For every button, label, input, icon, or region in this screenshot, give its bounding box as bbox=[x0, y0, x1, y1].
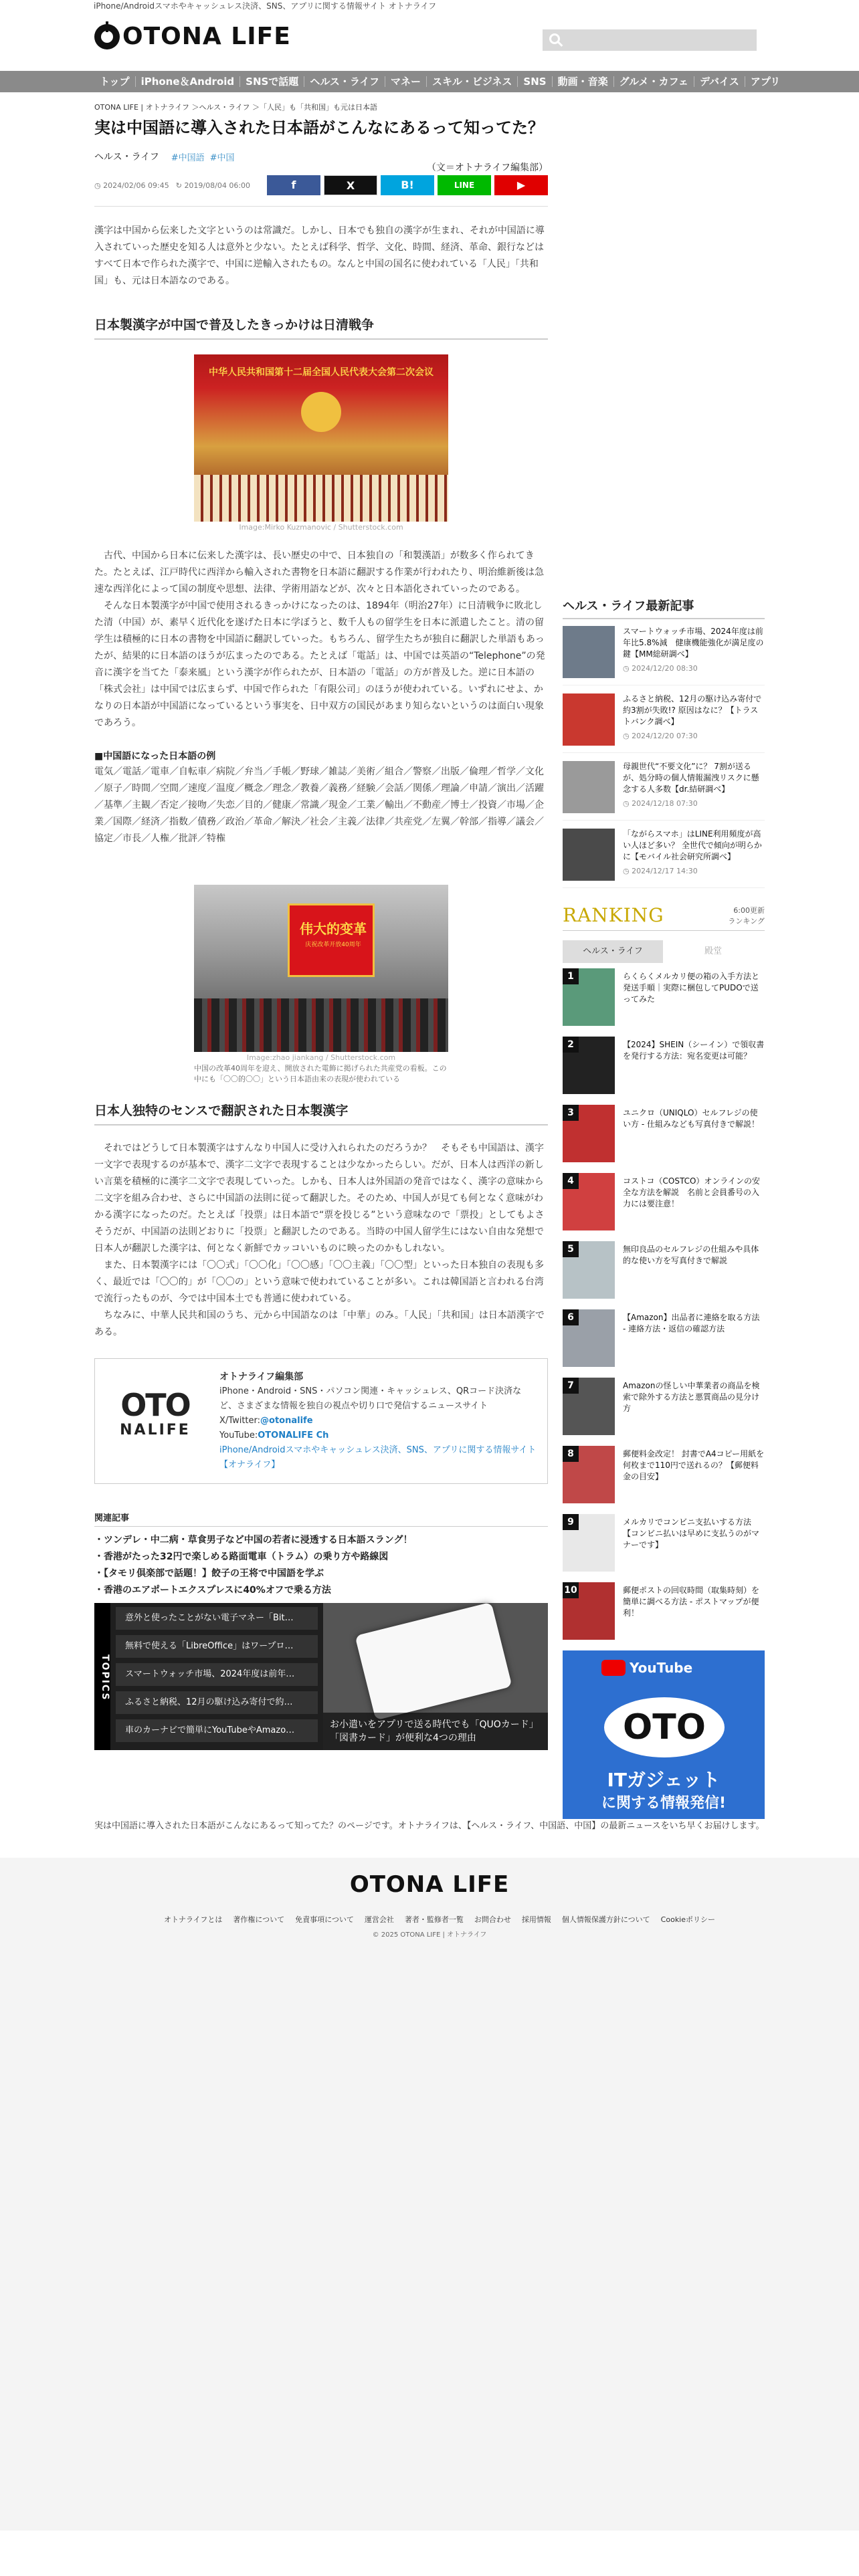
ranking-title-text: 【2024】SHEIN（シーイン）で領収書を発行する方法：宛名変更は可能？ bbox=[623, 1040, 765, 1061]
ranking-title: RANKING bbox=[563, 904, 664, 926]
ranking-title-text: 郵便ポストの回収時間（取集時刻）を簡単に調べる方法 - ポストマップが便利！ bbox=[623, 1586, 760, 1618]
ranking-item[interactable] bbox=[563, 1173, 765, 1230]
rank-number: 10 bbox=[563, 1582, 579, 1598]
ranking-thumbnail bbox=[563, 1037, 615, 1094]
topic-item[interactable]: ふるさと納税、12月の駆け込み寄付で約… bbox=[116, 1691, 318, 1714]
nav-item-sns[interactable]: SNS bbox=[518, 76, 552, 87]
latest-article-date-value: 2024/12/18 07:30 bbox=[632, 799, 698, 808]
logo-text: OTONA LIFE bbox=[122, 23, 291, 50]
share-facebook-button[interactable]: f bbox=[267, 175, 320, 195]
related-title: 関連記事 bbox=[94, 1511, 548, 1527]
published-date: ◷ 2024/02/06 09:45 bbox=[94, 181, 169, 190]
main-nav bbox=[0, 71, 859, 92]
footer-link-about[interactable]: オトナライフとは bbox=[163, 1915, 223, 1924]
section-heading-1: 日本製漢字が中国で普及したきっかけは日清戦争 bbox=[94, 315, 548, 340]
ranking-thumbnail bbox=[563, 1378, 615, 1435]
figure-street bbox=[194, 885, 448, 1085]
sign-subtext: 庆祝改革开放40周年 bbox=[305, 942, 361, 948]
congress-photo bbox=[194, 354, 448, 522]
updated-date: ↻ 2019/08/04 06:00 bbox=[175, 181, 251, 190]
quo-card-image bbox=[355, 1602, 512, 1721]
latest-article-title: スマートウォッチ市場、2024年度は前年比5.8%減 健康機能強化が満足度の鍵【MM総研調べ】 bbox=[623, 627, 764, 659]
youtube-banner[interactable] bbox=[563, 1650, 765, 1819]
tab-health-life[interactable]: ヘルス・ライフ bbox=[563, 940, 663, 963]
footer-links bbox=[0, 1914, 859, 1925]
banner-heading: ITガジェット bbox=[607, 1769, 721, 1791]
section-heading-2: 日本人独特のセンスで翻訳された日本製漢字 bbox=[94, 1101, 548, 1125]
topic-item[interactable]: 意外と使ったことがない電子マネー「Bit… bbox=[116, 1607, 318, 1630]
figure-congress bbox=[194, 354, 448, 532]
topics-feature-caption: お小遣いをアプリで送る時代でも「QUOカード」「図書カード」が便利な4つの理由 bbox=[323, 1713, 548, 1750]
share-youtube-button[interactable]: ▶ bbox=[494, 175, 548, 195]
tab-hall-of-fame[interactable]: 殿堂 bbox=[663, 940, 763, 963]
share-hatena-button[interactable]: B! bbox=[381, 175, 434, 195]
ranking-title-text: Amazonの怪しい中華業者の商品を検索で除外する方法と悪質商品の見分け方 bbox=[623, 1381, 760, 1413]
author-description: iPhone・Android・SNS・パソコン関連・キャッシュレス、QRコード決済など、さまざまな情報を独自の視点や切り口で発信するニュースサイト bbox=[219, 1386, 522, 1411]
footer bbox=[0, 1858, 859, 2531]
nav-item-video-music[interactable]: 動画・音楽 bbox=[553, 76, 614, 87]
author-avatar bbox=[106, 1370, 205, 1457]
ranking-thumbnail bbox=[563, 968, 615, 1026]
latest-article-title: 母親世代“不要文化”に？ 7割が送るが、処分時の個人情報漏洩リスクに懸念する人多数【dr.結研調べ】 bbox=[623, 762, 759, 794]
latest-article-date: ◷ 2024/12/18 07:30 bbox=[623, 799, 698, 808]
rank-number: 6 bbox=[563, 1309, 579, 1325]
article-thumbnail bbox=[563, 761, 615, 813]
nav-item-app[interactable]: アプリ bbox=[750, 76, 781, 88]
image-credit: Image:zhao jiankang / Shutterstock.com bbox=[246, 1053, 396, 1062]
youtube-icon bbox=[601, 1660, 626, 1676]
copyright: © 2025 OTONA LIFE | オトナライフ bbox=[372, 1931, 487, 1939]
rank-number: 3 bbox=[563, 1105, 579, 1121]
nav-item-gourmet-cafe[interactable]: グルメ・カフェ bbox=[614, 76, 694, 87]
tag-china[interactable]: #中国 bbox=[209, 152, 235, 163]
author-name: オトナライフ編集部 bbox=[219, 1372, 304, 1382]
ranking-title-text: 無印良品のセルフレジの仕組みや具体的な使い方を写真付きで解説 bbox=[623, 1245, 759, 1265]
ranking-title-text: らくらくメルカリ便の箱の入手方法と発送手順｜実際に梱包してPUDOで送ってみた bbox=[623, 972, 760, 1004]
paragraph-text: 古代、中国から日本に伝来した漢字は、長い歴史の中で、日本独自の「和製漢語」が数多く作られてきた。たとえば、江戸時代に西洋から輸入された書物を日本語に翻訳する作業が行われたり、明治維新後は急速な西洋化によって国の制度や思想、法律、学術用語などが、次々と日本語化されていったのである。 bbox=[94, 550, 544, 595]
logo-mark bbox=[94, 24, 120, 49]
nav-item-iphone-android[interactable]: iPhone＆Android bbox=[136, 76, 241, 87]
search-input[interactable] bbox=[543, 29, 757, 51]
ranking-title-text: コストコ（COSTCO）オンラインの安全な方法を解説 名前と会員番号の入力には要注意！ bbox=[623, 1176, 761, 1208]
ranking-title-text: メルカリでコンビニ支払いする方法【コンビニ払いは早めに支払うのがマナーです】 bbox=[623, 1517, 760, 1549]
rank-number: 1 bbox=[563, 968, 579, 984]
article-thumbnail bbox=[563, 626, 615, 678]
paragraph bbox=[94, 548, 548, 732]
related-item[interactable]: ・ 香港のエアポートエクスプレスに40%オフで乗る方法 bbox=[94, 1582, 548, 1599]
footer-logo[interactable]: OTONA LIFE bbox=[349, 1871, 510, 1898]
share-buttons bbox=[267, 175, 548, 195]
word-list-title: ■中国語になった日本語の例 bbox=[94, 751, 216, 762]
footer-link-cookie[interactable]: Cookieポリシー bbox=[660, 1915, 716, 1924]
banner-logo-text: OTO bbox=[604, 1697, 725, 1757]
rank-number: 7 bbox=[563, 1378, 579, 1394]
footer-link-contact[interactable]: お問合わせ bbox=[474, 1915, 511, 1924]
page-title: 実は中国語に導入された日本語がこんなにあるって知ってた？ bbox=[94, 118, 544, 137]
article bbox=[94, 102, 548, 1819]
ranking-item[interactable] bbox=[563, 1105, 765, 1162]
latest-article-date-value: 2024/12/20 07:30 bbox=[632, 732, 698, 740]
latest-article-item[interactable] bbox=[563, 829, 765, 888]
byline: （文＝オトナライフ編集部） bbox=[426, 163, 548, 173]
ranking-item[interactable] bbox=[563, 1037, 765, 1094]
latest-article-date: ◷ 2024/12/20 08:30 bbox=[623, 664, 698, 673]
image-credit: Image:Mirko Kuzmanovic / Shutterstock.com bbox=[239, 523, 403, 532]
divider bbox=[94, 206, 548, 207]
footer-link-disclaimer[interactable]: 免責事項について bbox=[295, 1915, 354, 1924]
youtube-banner-brand: YouTube bbox=[630, 1660, 693, 1676]
ranking-thumbnail bbox=[563, 1514, 615, 1572]
latest-article-date: ◷ 2024/12/17 14:30 bbox=[623, 867, 698, 875]
latest-article-item[interactable] bbox=[563, 626, 765, 685]
youtube-label: YouTube: bbox=[219, 1430, 258, 1440]
related-item[interactable]: ・ 【タモリ倶楽部で話題！】餃子の王将で中国語を学ぶ bbox=[94, 1566, 548, 1582]
latest-article-date: ◷ 2024/12/20 07:30 bbox=[623, 732, 698, 740]
ranking-thumbnail bbox=[563, 1309, 615, 1367]
ranking-item[interactable] bbox=[563, 1241, 765, 1299]
paragraph-text: また、日本製漢字には「〇〇式」「〇〇化」「〇〇感」「〇〇主義」「〇〇型」といった日本独自の表現も多く、最近では「〇〇的」が「〇〇の」という意味で使われていることが多い。これは韓国語と言われる台湾で流行ったものが、今では中国本土でも普通に使われている。 bbox=[94, 1260, 544, 1304]
congress-banner-text: 中华人民共和国第十二届全国人民代表大会第二次会议 bbox=[209, 367, 434, 378]
author-twitter-link[interactable]: @otonalife bbox=[260, 1416, 313, 1426]
author-site-link[interactable]: iPhone/Androidスマホやキャッシュレス決済、SNS、アプリに関する情報サイト【オナライフ】 bbox=[219, 1445, 537, 1470]
ranking-label: ランキング bbox=[728, 917, 765, 926]
topics-label: TOPICS bbox=[94, 1603, 110, 1750]
latest-article-item[interactable] bbox=[563, 761, 765, 821]
ranking-item[interactable] bbox=[563, 1582, 765, 1640]
closing-text: 実は中国語に導入された日本語がこんなにあるって知ってた？のページです。オトナライフは、【ヘルス・ライフ、中国語、中国】の最新ニュースをいち早くお届けします。 bbox=[94, 1821, 765, 1831]
author-box bbox=[94, 1358, 548, 1484]
rank-number: 5 bbox=[563, 1241, 579, 1257]
published-date-value: 2024/02/06 09:45 bbox=[103, 181, 169, 190]
breadcrumb[interactable]: OTONA LIFE | オトナライフ ＞ヘルス・ライフ ＞「人民」も「共和国」も元は日本語 bbox=[94, 103, 377, 112]
ranking-item[interactable] bbox=[563, 1378, 765, 1435]
footer-link-privacy[interactable]: 個人情報保護方針について bbox=[561, 1915, 650, 1924]
rank-number: 8 bbox=[563, 1446, 579, 1462]
paragraph bbox=[94, 1140, 548, 1341]
ranking-thumbnail bbox=[563, 1173, 615, 1230]
ranking-item[interactable] bbox=[563, 1446, 765, 1503]
rank-number: 2 bbox=[563, 1037, 579, 1053]
nav-item-sns-topics[interactable]: SNSで話題 bbox=[240, 76, 304, 87]
ranking-title-text: ユニクロ（UNIQLO）セルフレジの使い方 - 仕組みなども写真付きで解説！ bbox=[623, 1108, 759, 1129]
latest-article-title: 「ながらスマホ」はLINE利用頻度が高い人ほど多い？ 全世代で傾向が明らかに【モバイル社会研究所調べ】 bbox=[623, 829, 762, 861]
topics-box bbox=[94, 1603, 548, 1750]
share-x-button[interactable]: X bbox=[324, 175, 377, 195]
paragraph-text: そんな日本製漢字が中国で使用されるきっかけになったのは、1894年（明治27年）に日清戦争に敗北した清（中国）が、素早く近代化を遂げた日本に学ぼうと、数千人もの留学生を日本に派遣したこと。清の留学生は積極的に日本の書物を中国語に翻訳していった。もちろん、留学生たちが独自に翻訳した単語もあったが、結果的に日本語のほうが広まったのである。たとえば「電話」は、中国では英語の“Telephone”の発音に漢字を当てた「泰来風」という漢字が作られたが、日本語の「電話」の方が普及した。逆に日本語の「株式会社」は中国では広まらず、中国で作られた「有限公司」のほうが使われている。いずれにせよ、かなりの日本語が中国語になっているという事実を、日中双方の国民があまり知らないというのは面白い現象であろう。 bbox=[94, 601, 545, 728]
related-item[interactable]: ・ ツンデレ・中二病・草食男子など中国の若者に浸透する日本語スラング！ bbox=[94, 1532, 548, 1549]
ranking-thumbnail bbox=[563, 1241, 615, 1299]
article-lead: 漢字は中国から伝来した文字というのは常識だ。しかし、日本でも独自の漢字が生まれ、それが中国語に導入されていった歴史を知る人は意外と少ない。たとえば科学、哲学、文化、時間、経済、革命、銀行などはすべて日本で作られた漢字で、中国に逆輸入されたもの。なんと中国の国名に使われている「人民」「共和国」も、元は日本語なのである。 bbox=[94, 225, 545, 286]
latest-article-title: ふるさと納税、12月の駆け込み寄付で約3割が失敗!? 原因はなに？【トラストバンク調べ】 bbox=[623, 694, 762, 726]
ranking-thumbnail bbox=[563, 1446, 615, 1503]
author-logo-text: OTO bbox=[120, 1386, 190, 1423]
ranking-item[interactable] bbox=[563, 968, 765, 1026]
latest-article-item[interactable] bbox=[563, 693, 765, 753]
ranking-updated: 6:00更新 bbox=[733, 906, 765, 915]
footer-link-authors[interactable]: 著者・監修者一覧 bbox=[404, 1915, 464, 1924]
sign-text: 伟大的变革 bbox=[300, 921, 367, 937]
ranking-title-text: 【Amazon】出品者に連絡を取る方法 - 連絡方法・返信の確認方法 bbox=[623, 1313, 760, 1333]
nav-item-money[interactable]: マネー bbox=[385, 76, 427, 87]
tag-chinese-language[interactable]: #中国語 bbox=[171, 152, 205, 163]
paragraph-text: それではどうして日本製漢字はすんなり中国人に受け入れられたのだろうか？ そもそも中国語は、漢字一文字で表現するのが基本で、漢字二文字で表現することは少なかったらしい。だが、日本人は西洋の新しい言葉を積極的に漢字二文字で表現していった。しかも、日本人は外国語の発音ではなく、漢字の意味から二文字を組み合わせ、さらに中国語の法則に従って翻訳した。そのため、中国人が見ても何となく意味がわかる漢字になったのだ。たとえば「投票」は日本語で“票を投じる”という意味なので「票投」としてもよさそうだが、中国語の法則どおりに「投票」と翻訳したのである。当時の中国人留学生にはない自由な発想で日本人が翻訳した漢字は、何となく新鮮でカッコいいものに映ったのかもしれない。 bbox=[94, 1143, 545, 1254]
rank-number: 4 bbox=[563, 1173, 579, 1189]
author-logo-subtext: NALIFE bbox=[120, 1421, 191, 1438]
figure-caption: 中国の改革40周年を迎え、開放された電飾に掲げられた共産党の看板。この中にも「〇〇的〇〇」という日本語由来の表現が使われている bbox=[194, 1064, 447, 1083]
word-list: 電気／電話／電車／自転車／病院／弁当／手帳／野球／雑誌／美術／組合／警察／出版／倫理／哲学／文化／原子／時間／空間／速度／温度／概念／理念／教養／義務／経験／会話／関係／理論／申請／演出／活躍／基準／主観／否定／接吻／失恋／目的／健康／常識／現金／工業／輸出／不動産／博士／投資／市場／企業／国際／経済／指数／債務／政治／革命／解決／社会／主義／法律／共産党／左翼／幹部／指導／議会／協定／市長／人権／批評／特権 bbox=[94, 766, 544, 844]
share-line-button[interactable]: LINE bbox=[438, 175, 491, 195]
topic-item[interactable]: 車のカーナビで簡単にYouTubeやAmazo… bbox=[116, 1719, 318, 1742]
footer-link-copyright[interactable]: 著作権について bbox=[233, 1915, 285, 1924]
footer-link-company[interactable]: 運営会社 bbox=[364, 1915, 394, 1924]
article-thumbnail bbox=[563, 693, 615, 746]
ranking-item[interactable] bbox=[563, 1309, 765, 1367]
ranking-thumbnail bbox=[563, 1582, 615, 1640]
nav-item-health-life[interactable]: ヘルス・ライフ bbox=[304, 76, 385, 87]
site-header bbox=[94, 12, 765, 71]
latest-title: ヘルス・ライフ最新記事 bbox=[563, 597, 765, 619]
twitter-label: X/Twitter: bbox=[219, 1416, 261, 1426]
topics-feature[interactable] bbox=[323, 1603, 548, 1750]
site-logo[interactable] bbox=[94, 23, 291, 50]
search-icon[interactable] bbox=[549, 33, 560, 44]
ranking-title-text: 郵便料金改定！ 封書でA4コピー用紙を何枚まで110円で送れるの？【郵便料金の目安】 bbox=[623, 1449, 765, 1481]
nav-item-top[interactable]: トップ bbox=[94, 76, 136, 87]
nav-item-skill-business[interactable]: スキル・ビジネス bbox=[427, 76, 518, 87]
ranking-thumbnail bbox=[563, 1105, 615, 1162]
updated-date-value: 2019/08/04 06:00 bbox=[184, 181, 251, 190]
site-tagline: iPhone/Androidスマホやキャッシュレス決済、SNS、アプリに関する情報サイト オトナライフ bbox=[94, 1, 437, 11]
banner-subheading: に関する情報発信! bbox=[601, 1795, 727, 1812]
latest-article-date-value: 2024/12/17 14:30 bbox=[632, 867, 698, 875]
category-label[interactable]: ヘルス・ライフ bbox=[94, 152, 159, 163]
nav-item-device[interactable]: デバイス bbox=[694, 76, 745, 87]
footer-link-recruit[interactable]: 採用情報 bbox=[521, 1915, 551, 1924]
article-thumbnail bbox=[563, 829, 615, 881]
latest-article-date-value: 2024/12/20 08:30 bbox=[632, 664, 698, 673]
topic-item[interactable]: スマートウォッチ市場、2024年度は前年… bbox=[116, 1663, 318, 1686]
author-youtube-link[interactable]: OTONALIFE Ch bbox=[258, 1430, 329, 1440]
sidebar bbox=[563, 102, 765, 1819]
related-list bbox=[94, 1532, 548, 1599]
street-photo bbox=[194, 885, 448, 1052]
ranking-item[interactable] bbox=[563, 1514, 765, 1572]
paragraph-text: ちなみに、中華人民共和国のうち、元から中国語なのは「中華」のみ。「人民」「共和国」は日本語漢字である。 bbox=[94, 1310, 545, 1337]
rank-number: 9 bbox=[563, 1514, 579, 1530]
related-item[interactable]: ・ 香港がたった32円で楽しめる路面電車（トラム）の乗り方や路線図 bbox=[94, 1549, 548, 1566]
topic-item[interactable]: 無料で使える「LibreOffice」はワープロ… bbox=[116, 1635, 318, 1658]
